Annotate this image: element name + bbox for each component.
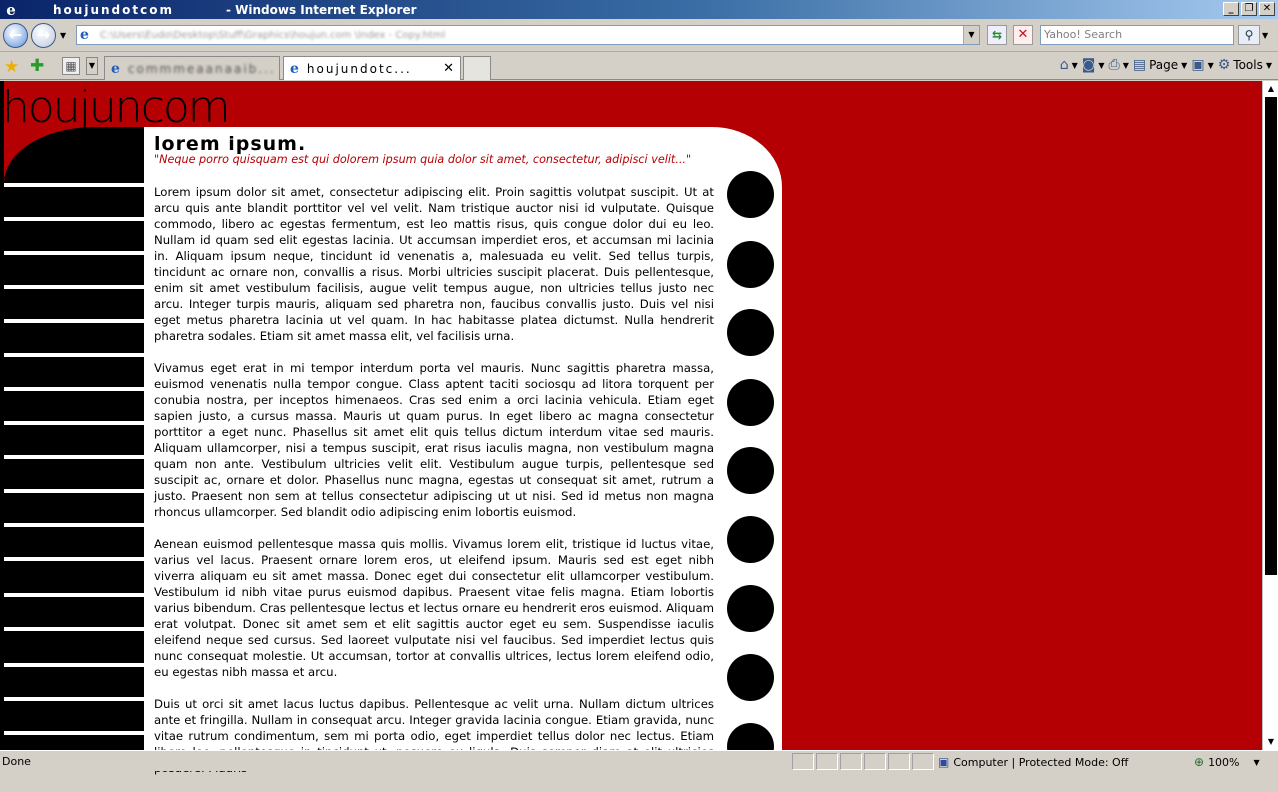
home-button[interactable]: ⌂ ▼ bbox=[1059, 57, 1078, 73]
security-zone[interactable] bbox=[938, 755, 1128, 769]
page-icon: e bbox=[80, 27, 89, 43]
decorative-circle bbox=[727, 379, 774, 426]
page-icon: ▤ bbox=[1132, 57, 1147, 73]
search-input[interactable]: Yahoo! Search bbox=[1040, 25, 1234, 45]
page-menu-label: Page bbox=[1149, 58, 1179, 72]
tab-page-icon: e bbox=[290, 60, 299, 77]
status-panel bbox=[840, 753, 862, 770]
gear-icon: ⚙ bbox=[1217, 57, 1231, 73]
window-site-title: houjundotcom bbox=[53, 2, 174, 17]
page-heading: lorem ipsum. bbox=[154, 133, 307, 155]
article-paragraph: Vivamus eget erat in mi tempor interdum porta vel mauris. Nunc sagittis pharetra massa, euismod venenatis nulla tempor congue. Class aptent taciti sociosqu ad litora torquent per conubia nostra, per inceptos himenaeos. Cras sed enim a orci lacinia vehicula. Etiam eget sapien justo, a cursus massa. Mauris ut quam purus. In eget libero ac magna consectetur porttitor a eget nunc. Phasellus sit amet elit quis tellus dictum interdum vitae sed mauris. Aliquam ullamcorper, nisi a tempus suscipit, erat risus iaculis magna, non vestibulum magna quam non ante. Vestibulum ultricies velit elit. Vestibulum augue turpis, pellentesque sed suscipit ac, ornare et dolor. Phasellus nunc magna, egestas ut consequat sit amet, rutrum a justo. Praesent non sem at tellus consectetur adipiscing ut ut nisi. Sed id metus non magna rhoncus ullamcorper. Sed blandit odio adipiscing enim lobortis euismod. bbox=[154, 361, 714, 519]
decorative-stripe bbox=[4, 421, 144, 425]
print-button[interactable]: ⎙ ▼ bbox=[1108, 57, 1129, 73]
internet-explorer-icon: e bbox=[6, 0, 16, 19]
tab-bar bbox=[0, 53, 1278, 80]
decorative-stripe bbox=[4, 663, 144, 667]
decorative-circle bbox=[727, 171, 774, 218]
decorative-stripe bbox=[4, 593, 144, 597]
decorative-circle bbox=[727, 309, 774, 356]
decorative-stripe bbox=[4, 697, 144, 701]
new-tab-button[interactable] bbox=[463, 56, 491, 80]
quick-tabs-button[interactable]: ▦ bbox=[62, 57, 80, 75]
safety-icon: ▣ bbox=[1191, 57, 1205, 73]
search-options-dropdown-icon[interactable]: ▼ bbox=[1262, 31, 1269, 40]
decorative-circle bbox=[727, 585, 774, 632]
close-window-button[interactable]: ✕ bbox=[1259, 2, 1275, 16]
article-paragraph: Aenean euismod pellentesque massa quis mollis. Vivamus lorem elit, tristique id luctus vitae, varius vel lacus. Praesent ornare lorem eros, ut eleifend ipsum. Mauris sed est eget nibh viverra aliquam eu sit amet massa. Donec eget dui consectetur elit ullamcorper vestibulum. Vestibulum id nibh vitae purus euismod dapibus. Praesent vitae felis magna. Etiam lobortis varius bibendum. Cras pellentesque lectus et lectus ornare eu hendrerit eros euismod. Aliquam erat volutpat. Donec sit amet sem et elit sagittis auctor eget eu sem. Suspendisse iaculis eleifend neque sed cursus. Sed laoreet vulputate nisi vel faucibus. Sed imperdiet lectus quis nunc consequat molestie. Ut accumsan, tortor at convallis ultrices, lectus lorem eleifend odio, eu egestas nibh massa et arcu. bbox=[154, 537, 714, 679]
decorative-stripe bbox=[4, 319, 144, 323]
article-paragraph: Duis ut orci sit amet lacus luctus dapibus. Pellentesque ac velit urna. Nullam dictum ultrices ante et fringilla. Nullam in consequat arcu. Integer gravida lacinia congue. Etiam gravida, nunc vitae rutrum condimentum, sem mi porta odio, eget imperdiet tellus dolor nec lectus. Etiam bbox=[154, 697, 714, 743]
command-bar bbox=[1060, 57, 1272, 73]
decorative-circle bbox=[727, 654, 774, 701]
address-url[interactable]: C:\Users\Eudo\Desktop\Stuff\Graphics\houjun.com \Index - Copy.html bbox=[100, 29, 446, 41]
add-favorite-icon[interactable]: ✚ bbox=[30, 56, 45, 76]
decorative-circle bbox=[727, 447, 774, 494]
decorative-circle bbox=[727, 516, 774, 563]
refresh-button[interactable]: ⇆ bbox=[987, 25, 1007, 45]
favorites-star-icon[interactable]: ★ bbox=[4, 57, 20, 77]
decorative-stripe bbox=[4, 627, 144, 631]
decorative-stripe bbox=[4, 217, 144, 221]
home-icon: ⌂ bbox=[1059, 57, 1069, 73]
article-paragraph: Lorem ipsum dolor sit amet, consectetur adipiscing elit. Proin sagittis volutpat suscipit. Ut at arcu quis ante blandit porttitor vel vel velit. Nam tristique auctor nisi id vulputate. Quisque commodo, libero ac egestas fermentum, est leo mattis risus, quis congue dolor dui eu leo. Nullam id quam sed elit egestas lacinia. Ut accumsan imperdiet eros, et accumsan mi lacinia in. Aliquam ipsum neque, tincidunt id venenatis a, malesuada eu velit. Sed tellus turpis, tincidunt ac ornare non, convallis a risus. Morbi ultricies suscipit placerat. Duis pellentesque, enim sit amet vestibulum facilisis, augue velit tempus augue, non ultricies tellus justo nec arcu. Integer turpis mauris, aliquam sed pharetra non, faucibus convallis justo. Duis vel nisi eget metus pharetra lacinia ut vel quam. In hac habitasse platea dictumst. Nulla hendrerit pharetra sodales. Etiam sit amet massa elit, vel facilisis urna. bbox=[154, 185, 714, 343]
print-icon: ⎙ bbox=[1108, 57, 1120, 73]
article-body bbox=[154, 184, 714, 792]
page-viewport bbox=[0, 81, 1262, 750]
restore-button[interactable]: ❐ bbox=[1241, 2, 1257, 16]
tab-label: commmeaanaaib... bbox=[127, 61, 276, 76]
safety-button[interactable]: ▣ ▼ bbox=[1191, 57, 1214, 73]
close-tab-icon[interactable]: ✕ bbox=[443, 61, 454, 76]
decorative-stripe bbox=[4, 489, 144, 493]
page-menu-button[interactable]: ▤ Page ▼ bbox=[1132, 57, 1188, 73]
back-button[interactable]: ← bbox=[3, 23, 28, 48]
decorative-stripe bbox=[4, 285, 144, 289]
decorative-stripe bbox=[4, 251, 144, 255]
tools-menu-button[interactable]: ⚙ Tools ▼ bbox=[1217, 57, 1272, 73]
tab-2-active[interactable] bbox=[283, 56, 461, 80]
scrollbar-thumb[interactable] bbox=[1265, 97, 1277, 575]
window-app-title: - Windows Internet Explorer bbox=[225, 2, 417, 17]
decorative-stripe bbox=[4, 455, 144, 459]
navigation-bar bbox=[0, 19, 1278, 52]
zoom-icon: ⊕ bbox=[1194, 755, 1205, 769]
page-subquote: "Neque porro quisquam est qui dolorem ipsum quia dolor sit amet, consectetur, adipisci velit..." bbox=[154, 153, 692, 166]
decorative-stripe bbox=[4, 183, 144, 187]
zoom-dropdown-icon[interactable]: ▼ bbox=[1253, 757, 1260, 767]
recent-pages-dropdown-icon[interactable]: ▼ bbox=[60, 31, 67, 40]
address-dropdown-icon[interactable]: ▼ bbox=[963, 26, 979, 44]
decorative-stripe bbox=[4, 387, 144, 391]
tab-page-icon: e bbox=[111, 60, 120, 77]
address-bar[interactable] bbox=[76, 25, 980, 45]
tab-label: houjundotc... bbox=[306, 61, 412, 76]
status-panel bbox=[912, 753, 934, 770]
rss-feed-icon: ◙ bbox=[1081, 57, 1096, 73]
window-title-bar bbox=[0, 0, 1278, 19]
zoom-level: 100% bbox=[1208, 755, 1240, 769]
decorative-circle bbox=[727, 241, 774, 288]
search-button[interactable]: ⚲ bbox=[1238, 25, 1260, 45]
window-controls bbox=[1223, 2, 1275, 16]
zoom-control[interactable] bbox=[1194, 755, 1260, 769]
tools-menu-label: Tools bbox=[1233, 58, 1263, 72]
status-panel bbox=[864, 753, 886, 770]
status-bar bbox=[0, 750, 1278, 771]
vertical-scrollbar[interactable] bbox=[1262, 81, 1278, 750]
tab-list-dropdown-icon[interactable]: ▼ bbox=[86, 57, 98, 75]
decorative-stripe bbox=[4, 523, 144, 527]
computer-icon: ▣ bbox=[938, 755, 950, 769]
stop-button[interactable]: ✕ bbox=[1013, 25, 1033, 45]
feeds-button[interactable]: ◙ ▼ bbox=[1081, 57, 1105, 73]
status-text: Done bbox=[2, 755, 31, 768]
decorative-stripe bbox=[4, 353, 144, 357]
decorative-stripe bbox=[4, 731, 144, 735]
security-zone-label: Computer | Protected Mode: Off bbox=[953, 755, 1129, 769]
status-panel bbox=[792, 753, 814, 770]
status-panel bbox=[888, 753, 910, 770]
site-logo[interactable]: houjuncom bbox=[2, 82, 229, 133]
minimize-button[interactable]: _ bbox=[1223, 2, 1239, 16]
decorative-stripe bbox=[4, 557, 144, 561]
left-black-panel bbox=[4, 127, 144, 767]
status-panel bbox=[816, 753, 838, 770]
tab-1[interactable] bbox=[104, 56, 280, 80]
forward-button[interactable]: → bbox=[31, 23, 56, 48]
scroll-down-arrow-icon[interactable]: ▼ bbox=[1264, 735, 1278, 749]
scroll-up-arrow-icon[interactable]: ▲ bbox=[1264, 82, 1278, 96]
